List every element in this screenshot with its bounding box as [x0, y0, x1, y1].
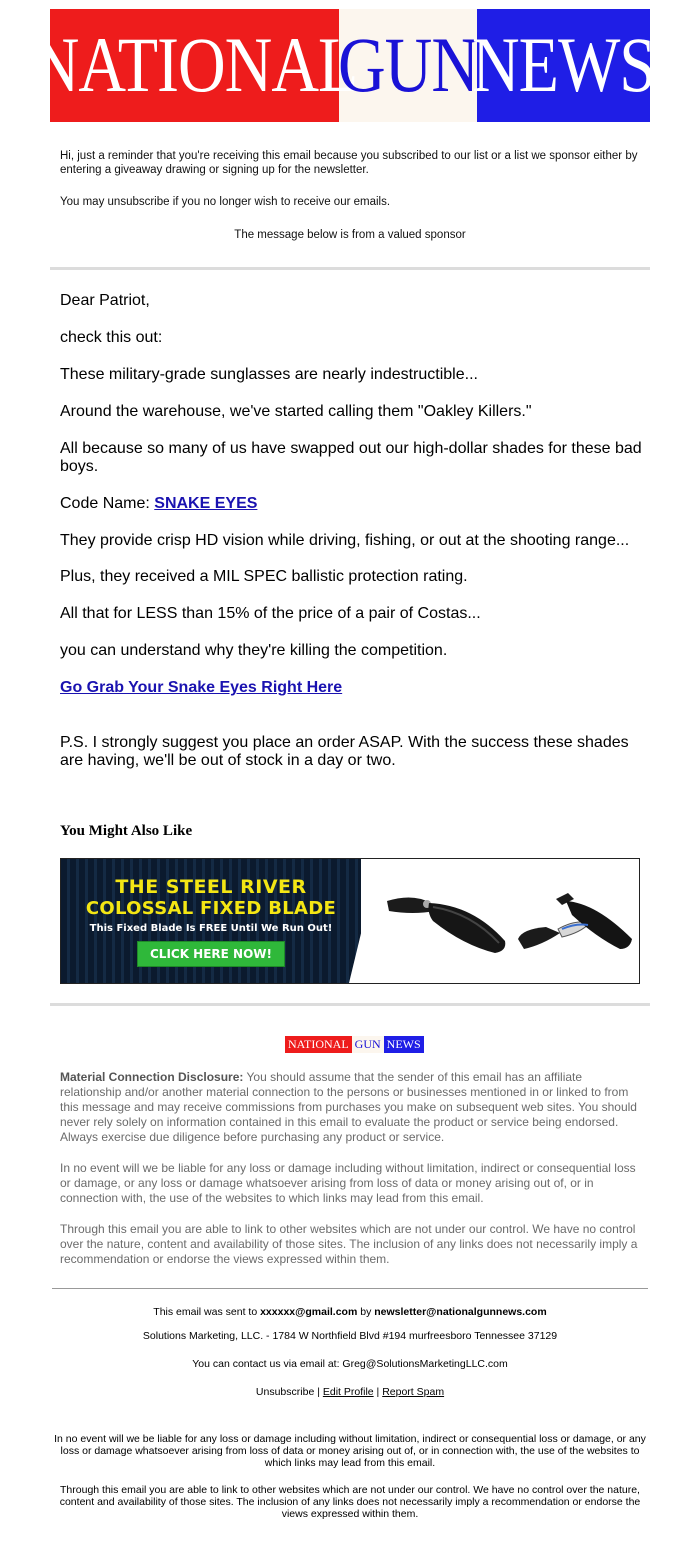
contact-line: You can contact us via email at: Greg@SolutionsMarketingLLC.com [192, 1358, 508, 1370]
message-paragraph: Around the warehouse, we've started calling them "Oakley Killers." [60, 403, 532, 420]
material-disclosure [60, 1070, 640, 1145]
steel-river-knife-banner-ad[interactable] [60, 858, 640, 984]
unsubscribe-link[interactable]: Unsubscribe [255, 1386, 315, 1398]
sender-address: Solutions Marketing, LLC. - 1784 W Northfield Blvd #194 murfreesboro Tennessee 37129 [142, 1330, 558, 1342]
logo-gun-segment [339, 9, 477, 122]
sheathed-knife-image [383, 889, 513, 959]
disclosure-label: Material Connection Disclosure: [60, 1070, 244, 1084]
message-paragraph: All that for LESS than 15% of the price of a pair of Costas... [60, 605, 481, 622]
divider [50, 1003, 650, 1006]
code-name-line [60, 495, 645, 513]
message-paragraph: you can understand why they're killing the competition. [60, 642, 448, 659]
banner-text-panel [61, 859, 361, 983]
footer-logo-gun: GUN [352, 1036, 384, 1053]
external-links-disclaimer-footer: Through this email you are able to link to other websites which are not under our control. We have no control over the nature, content and availability of those sites. The inclusion of any links does not necessarily imply a recommendation or endorse the views expressed within them. [59, 1484, 641, 1520]
liability-disclaimer-footer: In no event will we be liable for any loss or damage including without limitation, indirect or consequential loss or damage, or any loss or damage whatsoever arising from loss of data or money arising out of, or in connection with, the use of the websites to which links may lead from this email. [54, 1433, 646, 1469]
national-gun-news-logo[interactable] [31, 9, 655, 122]
banner-click-here-button[interactable]: CLICK HERE NOW! [137, 941, 285, 967]
logo-word-national: NATIONAL [31, 21, 358, 108]
message-paragraph: Plus, they received a MIL SPEC ballistic protection rating. [60, 568, 468, 585]
banner-product-images [361, 859, 639, 983]
cta-line [60, 679, 645, 697]
recipient-email: xxxxxx@gmail.com [260, 1306, 358, 1318]
footer-divider [52, 1288, 648, 1289]
open-knife-image [516, 889, 640, 959]
external-links-disclaimer: Through this email you are able to link to other websites which are not under our control. We have no control over the nature, content and availability of those sites. The inclusion of any links does not necessarily imply a recommendation or endorse the views expressed within them. [60, 1222, 638, 1266]
banner-line-1: THE STEEL RIVER [115, 875, 307, 898]
sent-to-prefix: This email was sent to [153, 1306, 261, 1318]
sender-email: newsletter@nationalgunnews.com [374, 1306, 547, 1318]
subscription-reminder: Hi, just a reminder that you're receiving this email because you subscribed to our list or a list we sponsor either by entering a giveaway drawing or signing up for the newsletter. [60, 150, 638, 176]
footer-links [40, 1386, 660, 1398]
banner-line-2: COLOSSAL FIXED BLADE [85, 897, 337, 919]
postscript: P.S. I strongly suggest you place an order ASAP. With the success these shades are having, we'll be out of stock in a day or two. [60, 734, 629, 769]
message-paragraph: check this out: [60, 329, 163, 346]
logo-national-segment [31, 9, 358, 122]
code-name-label: Code Name: [60, 495, 155, 512]
divider [50, 267, 650, 270]
liability-disclaimer: In no event will we be liable for any loss or damage including without limitation, indirect or consequential loss or damage, or any loss or damage whatsoever arising from loss of data or money arising out of, or in connection with, the use of the websites to which links may lead from this email. [60, 1161, 636, 1205]
sent-to-line [40, 1306, 660, 1318]
logo-word-news: NEWS [472, 21, 655, 108]
unsubscribe-note: You may unsubscribe if you no longer wish to receive our emails. [60, 196, 391, 208]
message-paragraph: These military-grade sunglasses are nearly indestructible... [60, 366, 478, 383]
link-separator: | [373, 1386, 383, 1398]
disclosure-text: You should assume that the sender of this email has an affiliate relationship and/or another material connection to the persons or businesses mentioned in or linked to from this message and may receive commissions from purchases you make on subsequent web sites. You should never rely solely on information contained in this email to evaluate the product or service being endorsed. Always exercise due diligence before purchasing any product or service. [60, 1070, 637, 1144]
footer-logo-news: NEWS [384, 1036, 424, 1053]
banner-line-3: This Fixed Blade Is FREE Until We Run Out! [89, 922, 333, 934]
message-paragraph: They provide crisp HD vision while driving, fishing, or out at the shooting range... [60, 532, 630, 549]
logo-news-segment [472, 9, 655, 122]
link-separator: | [314, 1386, 323, 1398]
snake-eyes-link[interactable]: SNAKE EYES [154, 495, 258, 512]
sponsor-note: The message below is from a valued sponsor [234, 229, 466, 241]
sent-by-prefix: by [357, 1306, 375, 1318]
logo-word-gun: GUN [338, 21, 478, 108]
report-spam-link[interactable]: Report Spam [382, 1386, 445, 1398]
footer-logo-national: NATIONAL [285, 1036, 352, 1053]
go-grab-snake-eyes-link[interactable]: Go Grab Your Snake Eyes Right Here [60, 679, 343, 696]
greeting: Dear Patriot, [60, 292, 150, 309]
related-heading: You Might Also Like [60, 823, 193, 839]
footer-logo[interactable] [285, 1036, 424, 1053]
message-paragraph: All because so many of us have swapped out our high-dollar shades for these bad boys. [60, 440, 642, 475]
edit-profile-link[interactable]: Edit Profile [322, 1386, 374, 1398]
